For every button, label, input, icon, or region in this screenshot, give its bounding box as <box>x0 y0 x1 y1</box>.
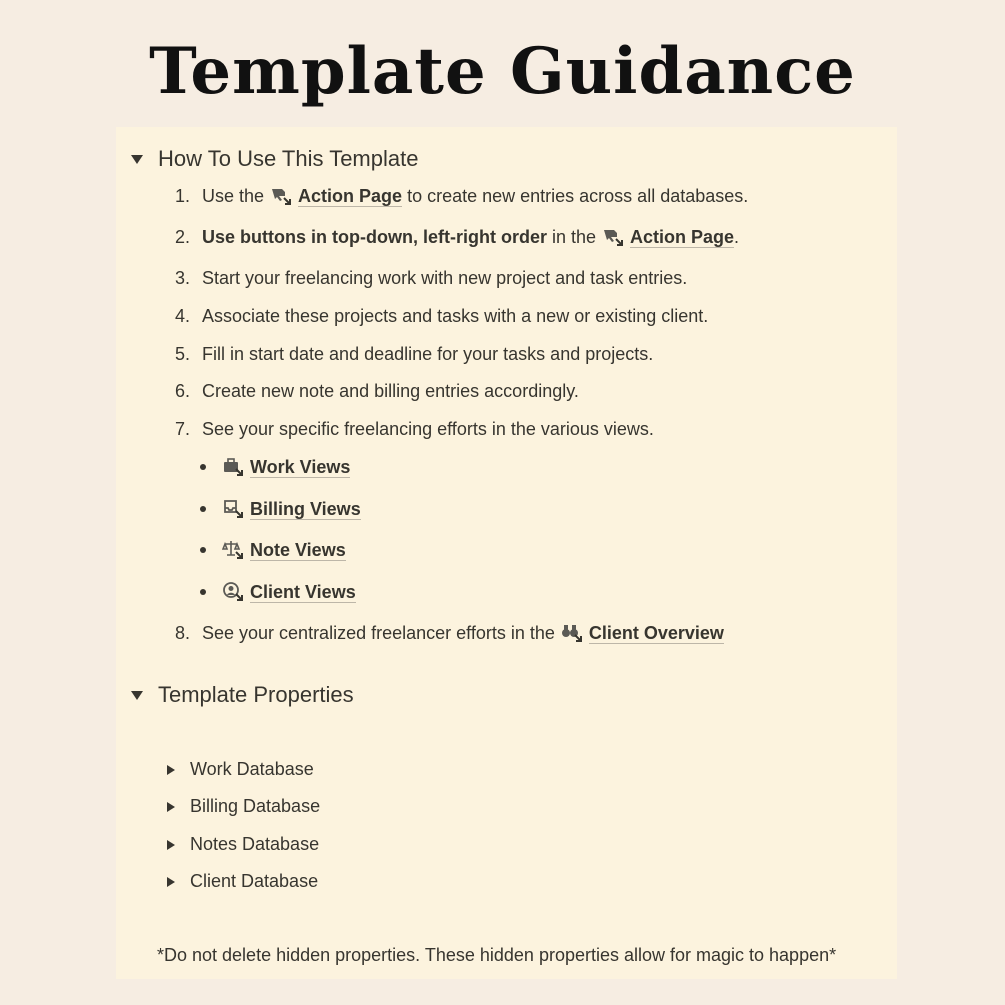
list-item: 7. See your specific freelancing efforts in the various views. <box>174 419 654 439</box>
toggle-right-icon[interactable] <box>167 765 175 775</box>
inbox-icon <box>222 498 246 520</box>
footnote: *Do not delete hidden properties. These hidden properties allow for magic to happen* <box>157 945 837 965</box>
page-title: Template Guidance <box>149 34 856 109</box>
toggle-billing-database[interactable]: Billing Database <box>167 796 320 817</box>
toggle-down-icon[interactable] <box>131 691 143 700</box>
toggle-work-database[interactable]: Work Database <box>167 759 314 780</box>
scale-icon <box>222 539 246 561</box>
bullet <box>200 547 206 553</box>
list-item: 6. Create new note and billing entries accordingly. <box>174 381 579 401</box>
toggle-notes-database[interactable]: Notes Database <box>167 834 319 855</box>
work-views-link[interactable]: Work Views <box>250 456 351 477</box>
list-item: 2. Use buttons in top-down, left-right order in the Action Page . <box>174 226 740 247</box>
list-item: 3. Start your freelancing work with new project and task entries. <box>174 268 688 288</box>
action-page-icon <box>602 226 626 248</box>
list-item <box>200 539 346 561</box>
section-title: Template Properties <box>158 682 354 707</box>
toggle-client-database[interactable]: Client Database <box>167 871 318 892</box>
list-item: 5. Fill in start date and deadline for your tasks and projects. <box>174 344 654 364</box>
toggle-template-properties[interactable] <box>116 682 354 708</box>
briefcase-icon <box>222 456 246 478</box>
toggle-right-icon[interactable] <box>167 840 175 850</box>
toggle-how-to-use[interactable] <box>116 146 418 172</box>
list-item: 8. See your centralized freelancer efforts in the Client Overview <box>174 622 724 643</box>
callout-panel <box>116 127 897 979</box>
list-item <box>200 456 350 478</box>
action-page-icon <box>270 185 294 207</box>
action-page-link[interactable]: Action Page <box>298 185 403 206</box>
client-views-link[interactable]: Client Views <box>250 581 356 602</box>
section-title: How To Use This Template <box>158 146 419 171</box>
list-item <box>200 581 356 603</box>
toggle-right-icon[interactable] <box>167 802 175 812</box>
bullet <box>200 589 206 595</box>
note-views-link[interactable]: Note Views <box>250 539 346 560</box>
action-page-link[interactable]: Action Page <box>630 226 735 247</box>
bullet <box>200 464 206 470</box>
client-overview-link[interactable]: Client Overview <box>588 622 724 643</box>
list-item: 1. Use the Action Page to create new entries across all databases. <box>174 185 749 206</box>
billing-views-link[interactable]: Billing Views <box>250 498 361 519</box>
binoculars-icon <box>561 622 585 644</box>
user-circle-icon <box>222 581 246 603</box>
toggle-right-icon[interactable] <box>167 877 175 887</box>
list-item <box>200 498 361 520</box>
list-item: 4. Associate these projects and tasks with a new or existing client. <box>174 306 709 326</box>
toggle-down-icon[interactable] <box>131 155 143 164</box>
bullet <box>200 506 206 512</box>
